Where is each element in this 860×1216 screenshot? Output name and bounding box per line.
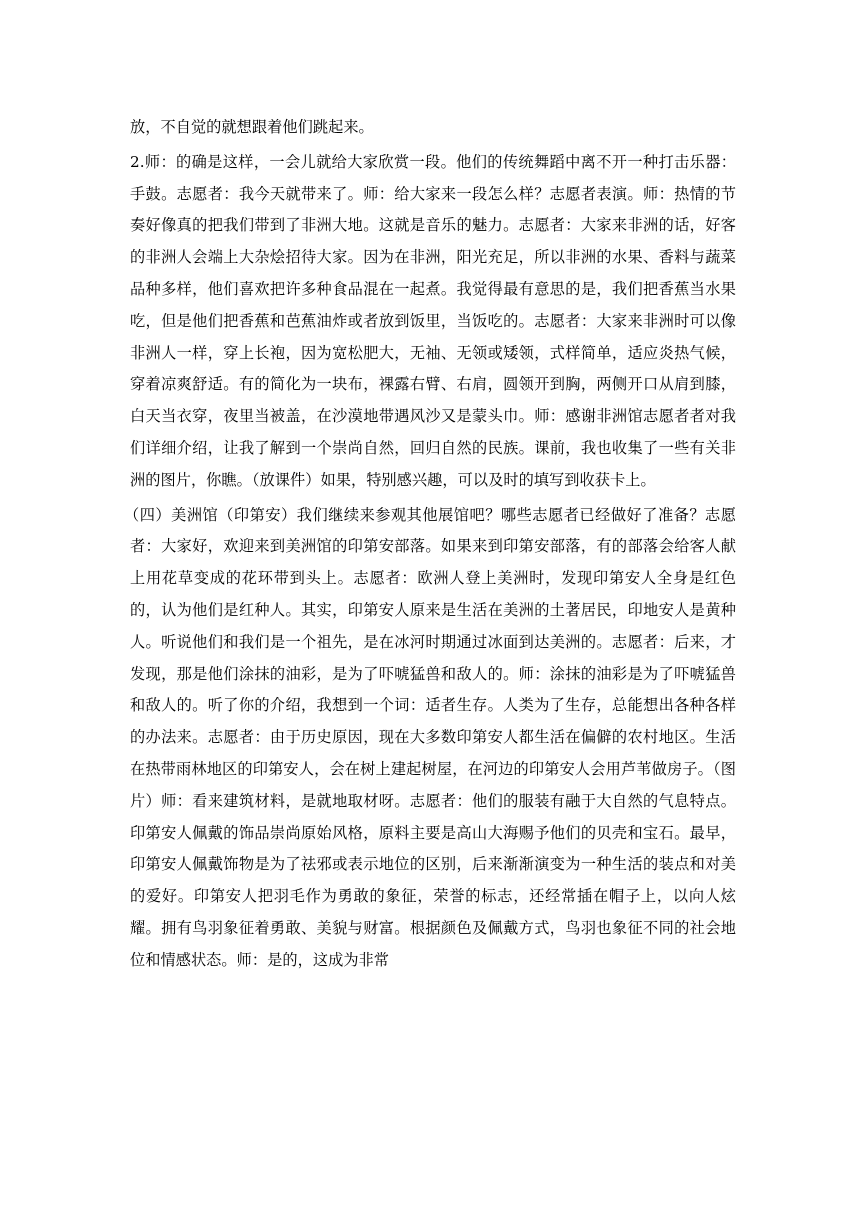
paragraph-america-pavilion: （四）美洲馆（印第安）我们继续来参观其他展馆吧？哪些志愿者已经做好了准备？志愿者：大家好，欢迎来到美洲馆的印第安部落。如果来到印第安部落，有的部落会给客人献上用花草变成的花环带到头上。志愿者：欧洲人登上美洲时，发现印第安人全身是红色的，认为他们是红种人。其实，印第安人原来是生活在美洲的土著居民，印地安人是黄种人。听说他们和我们是一个祖先，是在冰河时期通过冰面到达美洲的。志愿者：后来，才发现，那是他们涂抹的油彩，是为了吓唬猛兽和敌人的。师：涂抹的油彩是为了吓唬猛兽和敌人的。听了你的介绍，我想到一个词：适者生存。人类为了生存，总能想出各种各样的办法来。志愿者：由于历史原因，现在大多数印第安人都生活在偏僻的农村地区。生活在热带雨林地区的印第安人，会在树上建起树屋，在河边的印第安人会用芦苇做房子。（图片）师：看来建筑材料，是就地取材呀。志愿者：他们的服装有融于大自然的气息特点。印第安人佩戴的饰品崇尚原始风格，原料主要是高山大海赐予他们的贝壳和宝石。最早，印第安人佩戴饰物是为了祛邪或表示地位的区别，后来渐渐演变为一种生活的装点和对美的爱好。印第安人把羽毛作为勇敢的象征，荣誉的标志，还经常插在帽子上，以向人炫耀。拥有鸟羽象征着勇敢、美貌与财富。根据颜色及佩戴方式，鸟羽也象征不同的社会地位和情感状态。师：是的，这成为非常 <box>124 505 736 969</box>
paragraph-africa-pavilion: 2.师：的确是这样，一会儿就给大家欣赏一段。他们的传统舞蹈中离不开一种打击乐器：手鼓。志愿者：我今天就带来了。师：给大家来一段怎么样？志愿者表演。师：热情的节奏好像真的把我们带到了非洲大地。这就是音乐的魅力。志愿者：大家来非洲的话，好客的非洲人会端上大杂烩招待大家。因为在非洲，阳光充足，所以非洲的水果、香料与蔬菜品种多样，他们喜欢把许多种食品混在一起煮。我觉得最有意思的是，我们把香蕉当水果吃，但是他们把香蕉和芭蕉油炸或者放到饭里，当饭吃的。志愿者：大家来非洲时可以像非洲人一样，穿上长袍，因为宽松肥大，无袖、无领或矮领，式样简单，适应炎热气候，穿着凉爽舒适。有的简化为一块布，裸露右臂、右肩，圆领开到胸，两侧开口从肩到膝，白天当衣穿，夜里当被盖，在沙漠地带遇风沙又是蒙头巾。师：感谢非洲馆志愿者者对我们详细介绍，让我了解到一个崇尚自然，回归自然的民族。课前，我也收集了一些有关非洲的图片，你瞧。（放课件）如果，特别感兴趣，可以及时的填写到收获卡上。 <box>130 152 736 489</box>
document-body <box>124 112 736 977</box>
paragraph-africa-dance-continuation: 放，不自觉的就想跟着他们跳起来。 <box>130 118 374 136</box>
